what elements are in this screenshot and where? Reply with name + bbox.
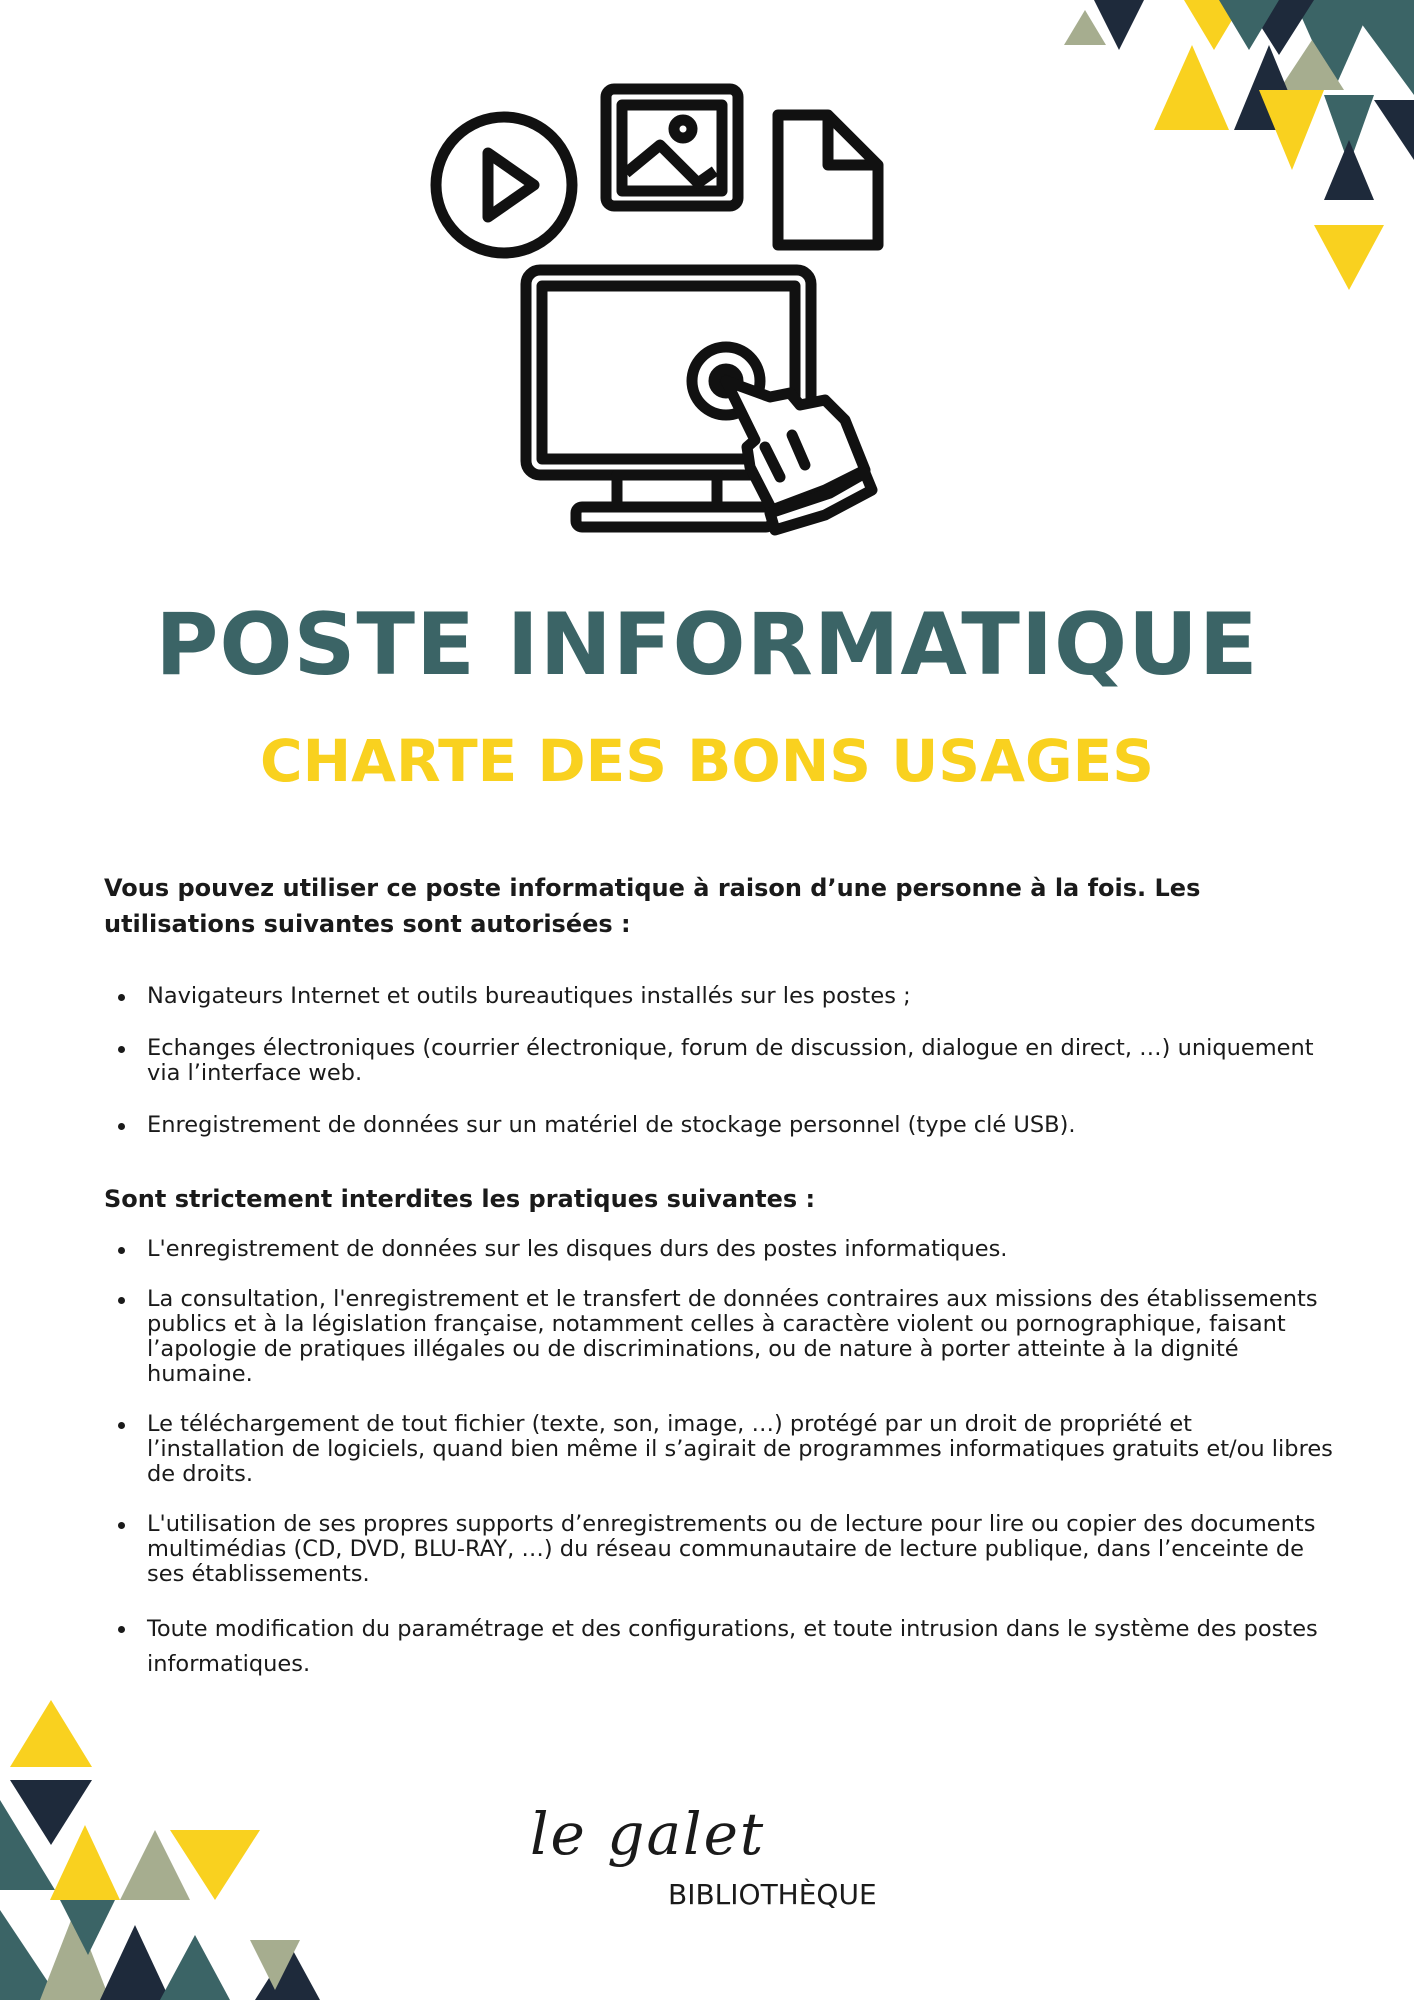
allowed-intro: Vous pouvez utiliser ce poste informatique à raison d’une personne à la fois. Les utilisations suivantes sont autorisées : xyxy=(104,874,1201,938)
list-item: Echanges électroniques (courrier électronique, forum de discussion, dialogue en direct, …) uniquement via l’interface web. xyxy=(104,1036,1334,1086)
page-subtitle: CHARTE DES BONS USAGES xyxy=(260,727,1154,795)
forbidden-list xyxy=(104,1237,1334,1682)
list-item: Toute modification du paramétrage et des configurations, et toute intrusion dans le système des postes informatiques. xyxy=(104,1612,1334,1682)
list-item: L'utilisation de ses propres supports d’enregistrements ou de lecture pour lire ou copier des documents multimédias (CD, DVD, BLU-RAY, …) du réseau communautaire de lecture publique, dans l’enceinte de ses établissements. xyxy=(104,1512,1334,1587)
hero-illustration xyxy=(420,75,900,545)
page-title: POSTE INFORMATIQUE xyxy=(155,595,1259,695)
list-item: Le téléchargement de tout fichier (texte, son, image, …) protégé par un droit de propriété et l’installation de logiciels, quand bien même il s’agirait de programmes informatiques gratuits et/ou libres de droits. xyxy=(104,1412,1334,1487)
decorative-triangles-top-right xyxy=(994,0,1414,300)
document-icon xyxy=(778,115,878,245)
logo-script: le galet xyxy=(530,1800,766,1868)
logo-name: BIBLIOTHÈQUE xyxy=(668,1878,877,1911)
allowed-list xyxy=(104,984,1334,1138)
forbidden-heading: Sont strictement interdites les pratiques suivantes : xyxy=(104,1185,816,1213)
list-item: L'enregistrement de données sur les disques durs des postes informatiques. xyxy=(104,1237,1334,1262)
list-item: Enregistrement de données sur un matériel de stockage personnel (type clé USB). xyxy=(104,1113,1334,1138)
decorative-triangles-bottom-left xyxy=(0,1700,420,2000)
list-item: La consultation, l'enregistrement et le transfert de données contraires aux missions des établissements publics et à la législation française, notamment celles à caractère violent ou pornographique, faisant l’apologie de pratiques illégales ou de discriminations, ou de nature à porter atteinte à la dignité humaine. xyxy=(104,1287,1334,1387)
list-item: Navigateurs Internet et outils bureautiques installés sur les postes ; xyxy=(104,984,1334,1009)
library-logo xyxy=(520,1800,900,1920)
play-circle-icon xyxy=(436,117,572,253)
charter-content xyxy=(104,870,1334,1707)
image-frame-icon xyxy=(606,89,738,206)
